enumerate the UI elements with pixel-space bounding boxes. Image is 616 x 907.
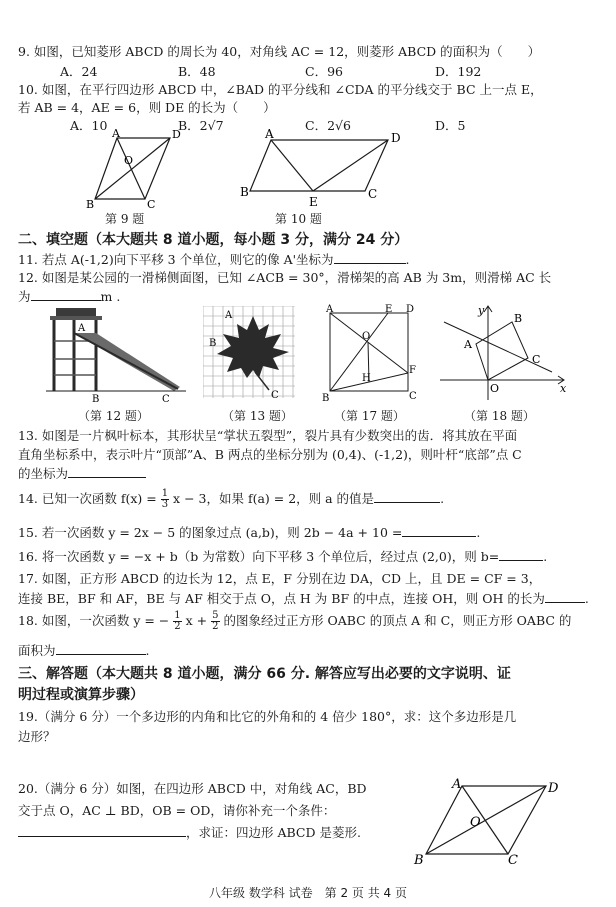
q16-text: 16. 将一次函数 y = −x + b（b 为常数）向下平移 3 个单位后，经过点 (2,0)，则 b= [18, 549, 500, 564]
fig9-label-c: C [147, 198, 156, 208]
q15-end: . [476, 525, 481, 540]
question-18-line2 [18, 641, 150, 659]
question-20-line1: 20.（满分 6 分）如图，在四边形 ABCD 中，对角线 AC，BD [18, 781, 367, 796]
fig20-label-o: O [470, 815, 481, 830]
fig17-label-a: A [326, 304, 334, 315]
fig18-label-x: x [560, 382, 567, 395]
question-20-line2: 交于点 O，AC ⊥ BD，OB = OD，请你补充一个条件： [18, 803, 336, 818]
q18-pre: 18. 如图，一次函数 y = − [18, 613, 170, 628]
fig12-label-c: C [162, 394, 170, 403]
q14-numerator: 1 [161, 488, 169, 499]
question-17-line1: 17. 如图，正方形 ABCD 的边长为 12，点 E，F 分别在边 DA，CD 上，且 DE = CF = 3， [18, 571, 542, 586]
q15-text: 15. 若一次函数 y = 2x − 5 的图象过点 (a,b)，则 2b − 4a + 10 = [18, 525, 403, 540]
fig17-label-f: F [409, 365, 416, 376]
q11-answer-blank[interactable] [334, 251, 406, 264]
fig10-label-c: C [368, 187, 378, 201]
q17-text2: 连接 BE，BF 和 AF，BE 与 AF 相交于点 O，点 H 为 BF 的中点，连接 OH，则 OH 的长为 [18, 591, 545, 606]
section-3-heading-line2: 明过程或演算步骤） [18, 687, 144, 703]
fig10-label-b: B [240, 185, 249, 199]
question-11 [18, 250, 410, 268]
question-17-line2 [18, 589, 589, 607]
q18-numerator-2: 5 [212, 610, 219, 621]
fig17-label-e: E [385, 304, 393, 315]
fig9-label-d: D [172, 128, 181, 141]
q18-fraction-2 [211, 611, 219, 632]
fig9-label-o: O [124, 154, 134, 167]
q13-text3: 的坐标为 [18, 466, 69, 481]
fig17-label-h: H [362, 373, 371, 384]
q18-end: . [145, 643, 150, 658]
question-19-line2: 边形？ [18, 729, 56, 744]
question-14 [18, 489, 444, 510]
fig20-label-a: A [452, 777, 462, 792]
q9-option-c: C．96 [305, 64, 343, 79]
question-13-line1: 13. 如图是一片枫叶标本，其形状呈“掌状五裂型”，裂片具有少数突出的齿．将其放在平面 [18, 428, 518, 443]
q10-option-c: C．2√6 [305, 118, 351, 133]
q18-mid: x + [185, 613, 208, 628]
q18-text2: 面积为 [18, 643, 56, 658]
q12-unit: m . [100, 289, 121, 304]
fig18-label-o: O [490, 382, 500, 395]
figure-13-maple-leaf [203, 306, 303, 401]
fig13-label-c: C [271, 390, 279, 401]
fig20-label-b: B [414, 853, 424, 868]
q18-answer-blank[interactable] [56, 642, 146, 655]
page-footer: 八年级 数学科 试卷 第 2 页 共 4 页 [209, 886, 407, 900]
q9-option-b: B．48 [178, 64, 216, 79]
q10-option-a: A．10 [70, 118, 108, 133]
fig12-label-a: A [78, 323, 86, 334]
q20-condition-blank[interactable] [18, 824, 186, 837]
fig20-label-c: C [508, 853, 518, 868]
question-10-stem-line2: 若 AB = 4，AE = 6，则 DE 的长为（ ） [18, 100, 276, 115]
q12-text2: 为 [18, 289, 31, 304]
q16-end: . [543, 549, 548, 564]
figure-10-parallelogram [238, 128, 418, 208]
question-13-line2: 直角坐标系中，表示叶片“顶部”A、B 两点的坐标分别为 (0,4)、(-1,2)，则叶杆“底部”点 C [18, 447, 522, 462]
q9-option-a: A．24 [60, 64, 98, 79]
q11-text: 11. 若点 A(-1,2)向下平移 3 个单位，则它的像 A'坐标为 [18, 252, 334, 267]
section-3-heading-line1: 三、解答题（本大题共 8 道小题，满分 66 分. 解答应写出必要的文字说明、证 [18, 666, 511, 682]
figure-9-rhombus [82, 128, 197, 208]
fig9-label-b: B [86, 198, 95, 208]
q14-end: . [440, 491, 445, 506]
q16-answer-blank[interactable] [499, 548, 543, 561]
q18-denominator-2: 2 [212, 621, 219, 632]
fig18-label-b: B [514, 312, 523, 325]
question-10-stem-line1: 10. 如图，在平行四边形 ABCD 中，∠BAD 的平分线和 ∠CDA 的平分线交于 BC 上一点 E， [18, 82, 543, 97]
figure-10-caption: 第 10 题 [275, 212, 322, 226]
question-12-line1: 12. 如图是某公园的一滑梯侧面图，已知 ∠ACB = 30°，滑梯架的高 AB 为 3m，则滑梯 AC 长 [18, 270, 552, 285]
q11-end: . [405, 252, 410, 267]
fig9-label-a: A [112, 128, 120, 140]
fig13-label-b: B [209, 338, 217, 349]
question-20-line3 [18, 823, 361, 841]
question-18-line1 [18, 611, 571, 632]
q12-answer-blank[interactable] [31, 288, 101, 301]
q10-option-d: D．5 [435, 118, 466, 133]
fig18-label-a: A [464, 338, 472, 351]
q18-denominator-1: 2 [174, 621, 181, 632]
q9-option-d: D．192 [435, 64, 482, 79]
q20-text3: ，求证：四边形 ABCD 是菱形. [186, 825, 361, 840]
figure-18-coordinate-square [432, 300, 572, 404]
question-15 [18, 523, 480, 541]
q18-fraction-1 [173, 611, 181, 632]
q13-answer-blank[interactable] [68, 465, 146, 478]
fig18-label-y: y [478, 304, 485, 317]
fig12-label-b: B [92, 394, 100, 403]
q14-pre: 14. 已知一次函数 f(x) = [18, 491, 157, 506]
q15-answer-blank[interactable] [402, 524, 476, 537]
fig18-label-c: C [532, 353, 541, 366]
q10-option-b: B．2√7 [178, 118, 224, 133]
fig17-label-c: C [409, 391, 417, 402]
section-2-heading: 二、填空题（本大题共 8 道小题，每小题 3 分，满分 24 分） [18, 232, 409, 248]
question-9-stem: 9. 如图，已知菱形 ABCD 的周长为 40，对角线 AC = 12，则菱形 ABCD 的面积为（ ） [18, 44, 541, 59]
figure-20-rhombus [408, 770, 568, 870]
figure-12-slide [38, 303, 188, 403]
figure-13-caption: （第 13 题） [222, 409, 293, 423]
fig10-label-e: E [309, 195, 318, 208]
question-13-line3 [18, 464, 146, 482]
q18-numerator-1: 1 [174, 610, 181, 621]
question-19-line1: 19.（满分 6 分）一个多边形的内角和比它的外角和的 4 倍少 180°，求：这个多边形是几 [18, 709, 517, 724]
figure-18-caption: （第 18 题） [464, 409, 535, 423]
q18-post: 的图象经过正方形 OABC 的顶点 A 和 C，则正方形 OABC 的 [223, 613, 572, 628]
fig17-label-b: B [322, 393, 330, 403]
q14-post: x − 3，如果 f(a) = 2，则 a 的值是 [173, 491, 375, 506]
q14-answer-blank[interactable] [374, 490, 440, 503]
q14-fraction [161, 489, 169, 510]
figure-17-square [318, 303, 418, 403]
q17-end: . [584, 591, 589, 606]
fig10-label-a: A [265, 128, 274, 141]
q14-denominator: 3 [161, 499, 169, 510]
q17-answer-blank[interactable] [545, 590, 585, 603]
fig13-label-a: A [225, 310, 233, 321]
fig10-label-d: D [391, 131, 401, 145]
figure-17-caption: （第 17 题） [334, 409, 405, 423]
fig17-label-o: O [362, 331, 371, 342]
figure-12-caption: （第 12 题） [78, 409, 149, 423]
fig20-label-d: D [548, 781, 559, 796]
question-16 [18, 547, 547, 565]
figure-9-caption: 第 9 题 [105, 212, 145, 226]
fig17-label-d: D [406, 304, 415, 315]
